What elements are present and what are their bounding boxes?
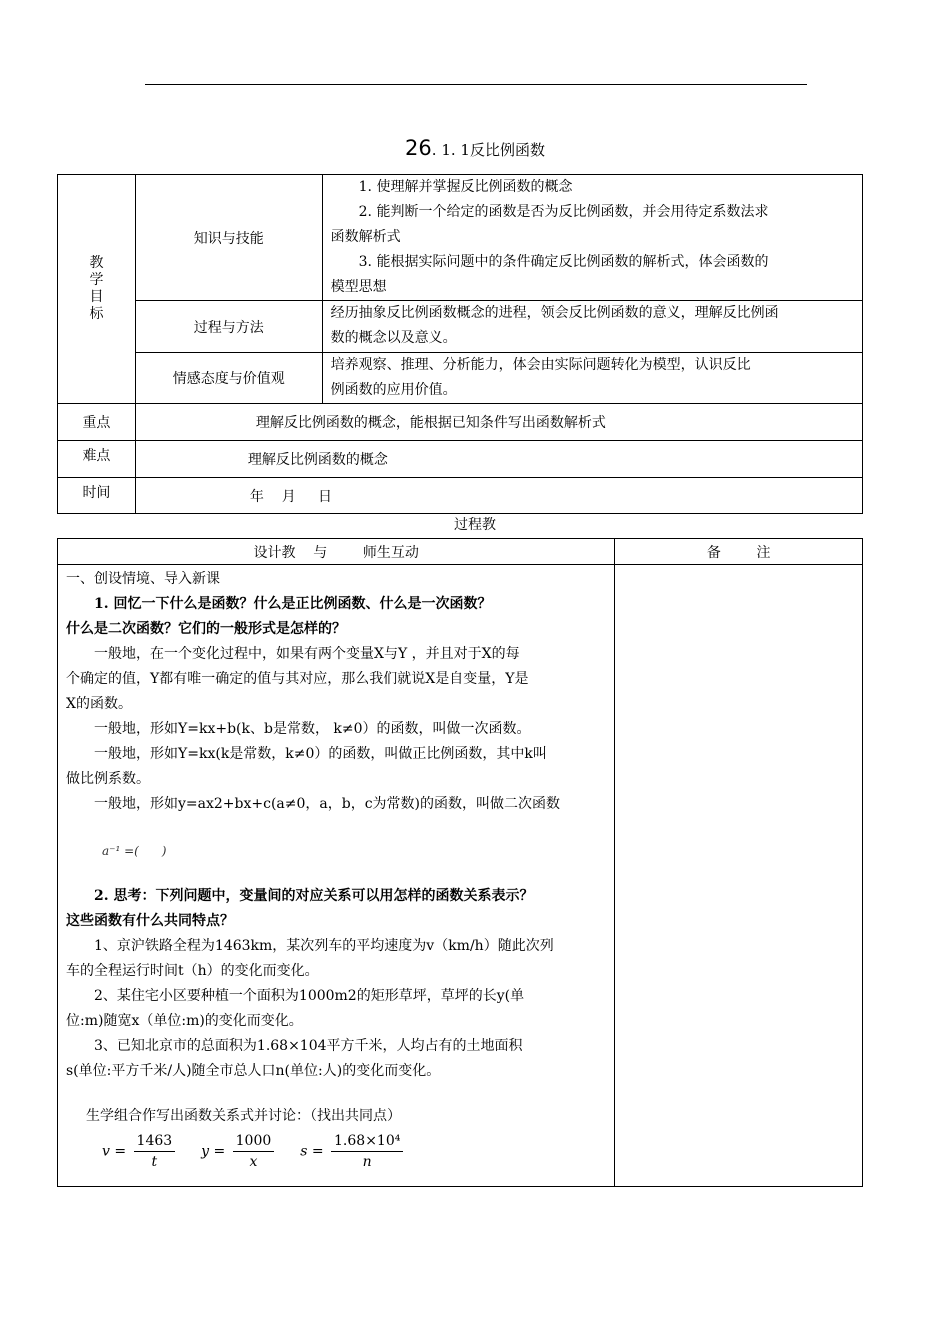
section-heading: 一、创设情境、导入新课: [66, 571, 220, 587]
objective-line: 数的概念以及意义。: [330, 330, 457, 346]
question-1: 1. 回忆一下什么是函数？什么是正比例函数、什么是一次函数？: [94, 596, 492, 612]
formula-fraction: [331, 1131, 403, 1172]
process-header-right: 备 注: [615, 539, 863, 565]
fraction-denominator: x: [249, 1154, 258, 1170]
time-text: 年 月 日: [135, 478, 862, 514]
objective-label-cell: [135, 175, 322, 301]
fraction-numerator: 1463: [134, 1131, 176, 1152]
problem-1-cont: 车的全程运行时间t（h）的变化而变化。: [66, 963, 319, 979]
question-2-cont: 这些函数有什么共同特点？: [66, 913, 234, 929]
objective-line: 例函数的应用价值。: [330, 382, 457, 398]
formula-row: [66, 1131, 606, 1172]
objectives-group-cell: [58, 175, 136, 404]
objectives-group-label: 教学目标: [89, 255, 104, 322]
definition-quadratic: 一般地，形如y=ax2+bx+c(a≠0，a，b，c为常数)的函数，叫做二次函数: [94, 796, 561, 812]
difficulty-label: 难点: [58, 441, 136, 478]
group-work: 生学组合作写出函数关系式并讨论：（找出共同点）: [86, 1108, 401, 1124]
problem-3-cont: s(单位:平方千米/人)随全市总人口n(单位:人)的变化而变化。: [66, 1063, 441, 1079]
problem-1: 1、京沪铁路全程为1463km，某次列车的平均速度为v（km/h）随此次列: [94, 938, 554, 954]
objective-label-cell: [135, 353, 322, 404]
definition-proportional: 一般地，形如Y=kx(k是常数，k≠0）的函数，叫做正比例函数，其中k叫: [94, 746, 547, 762]
objective-label-knowledge: 知识与技能: [193, 230, 264, 247]
formula-fraction: [233, 1131, 275, 1172]
problem-2-cont: 位:m)随宽x（单位:m)的变化而变化。: [66, 1013, 303, 1029]
title-number: 26: [405, 136, 432, 160]
definition-function-cont: 个确定的值，Y都有唯一确定的值与其对应，那么我们就说X是自变量，Y是: [66, 671, 529, 687]
process-header-left: 设计教 与 师生互动: [58, 539, 615, 565]
definition-proportional-cont: 做比例系数。: [66, 771, 150, 787]
definition-function: 一般地，在一个变化过程中，如果有两个变量X与Y ，并且对于X的每: [94, 646, 520, 662]
formula-lhs: v =: [102, 1143, 127, 1160]
definition-linear: 一般地，形如Y=kx+b(k、b是常数， k≠0）的函数，叫做一次函数。: [94, 721, 531, 737]
process-table: [57, 538, 863, 1187]
key-point-text: 理解反比例函数的概念，能根据已知条件写出函数解析式: [135, 404, 862, 441]
objective-line: 3. 能根据实际问题中的条件确定反比例函数的解析式，体会函数的: [358, 254, 769, 270]
definition-function-cont: X的函数。: [66, 696, 132, 712]
formula-lhs: y =: [201, 1143, 226, 1160]
header-rule: [145, 84, 807, 85]
fraction-numerator: 1.68×10⁴: [331, 1131, 403, 1152]
key-point-label: 重点: [58, 404, 136, 441]
objective-line: 函数解析式: [330, 229, 401, 245]
objective-line: 1. 使理解并掌握反比例函数的概念: [358, 179, 573, 195]
process-notes: [615, 565, 863, 1187]
problem-3: 3、已知北京市的总面积为1.68×104平方千米，人均占有的土地面积: [94, 1038, 523, 1054]
title-text: . 1. 1反比例函数: [431, 141, 545, 159]
page-title: [0, 136, 950, 160]
process-title: 过程教: [454, 517, 496, 533]
objective-line: 经历抽象反比例函数概念的进程，领会反比例函数的意义，理解反比例函: [330, 305, 779, 321]
formula-lhs: s =: [300, 1143, 324, 1160]
objective-line: 培养观察、推理、分析能力，体会由实际问题转化为模型，认识反比: [330, 357, 751, 373]
process-content: [58, 565, 615, 1187]
formula-fraction: [134, 1131, 176, 1172]
objective-label-cell: [135, 301, 322, 353]
problem-2: 2、某住宅小区要种植一个面积为1000m2的矩形草坪，草坪的长y(单: [94, 988, 525, 1004]
question-1-cont: 什么是二次函数？它们的一般形式是怎样的？: [66, 621, 346, 637]
objective-label-process: 过程与方法: [193, 319, 264, 336]
objective-label-attitude: 情感态度与价值观: [172, 371, 285, 387]
objective-content-process: [322, 301, 862, 353]
objective-content-knowledge: [322, 175, 862, 301]
question-2: 2. 思考：下列问题中，变量间的对应关系可以用怎样的函数关系表示？: [94, 888, 534, 904]
inverse-formula: a⁻¹ =( ): [102, 844, 167, 858]
fraction-denominator: t: [151, 1154, 158, 1170]
fraction-numerator: 1000: [233, 1131, 275, 1152]
fraction-denominator: n: [362, 1154, 372, 1170]
objective-content-attitude: [322, 353, 862, 404]
time-label: 时间: [58, 478, 136, 514]
objectives-table: [57, 174, 863, 514]
objective-line: 2. 能判断一个给定的函数是否为反比例函数，并会用待定系数法求: [358, 204, 769, 220]
objective-line: 模型思想: [330, 279, 387, 295]
difficulty-text: 理解反比例函数的概念: [135, 441, 862, 478]
